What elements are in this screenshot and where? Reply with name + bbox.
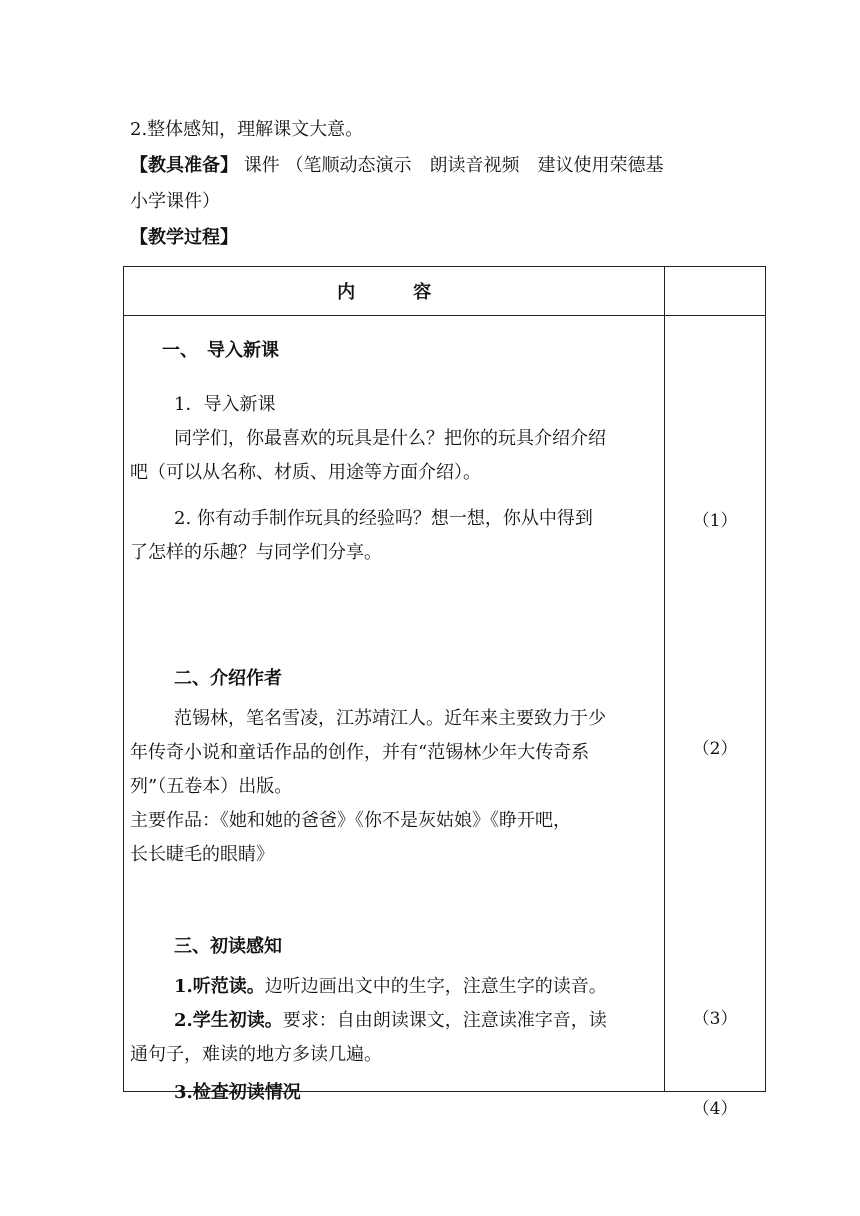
section-1-body [130, 388, 656, 570]
section-1-title: 一、 导入新课 [162, 340, 279, 361]
section-1-para2b: 了怎样的乐趣？与同学们分享。 [130, 542, 382, 563]
section-2-para-b: 年传奇小说和童话作品的创作，并有“范锡林少年大传奇系 [130, 742, 590, 763]
goal-2-line: 2.整体感知，理解课文大意。 [130, 119, 364, 140]
content-header: 内 容 [124, 267, 665, 316]
section-1-para2a: 2. 你有动手制作玩具的经验吗？想一想，你从中得到 [174, 508, 593, 529]
side-header [665, 267, 766, 316]
section-3 [130, 930, 656, 1110]
section-3-item2-label: 2.学生初读。 [174, 1010, 283, 1031]
section-2-title: 二、介绍作者 [174, 668, 282, 689]
section-2-para-a: 范锡林，笔名雪凌，江苏靖江人。近年来主要致力于少 [174, 708, 606, 729]
section-2-works-b: 长长睫毛的眼睛》 [130, 844, 274, 865]
side-marker-3: （3） [692, 1009, 738, 1029]
section-3-item1-label: 1.听范读。 [174, 976, 265, 997]
tools-label: 【教具准备】 [130, 155, 238, 176]
section-3-item2-b: 通句子，难读的地方多读几遍。 [130, 1044, 382, 1065]
section-1-item1: 1．导入新课 [174, 394, 276, 415]
tools-line-cont: 小学课件） [130, 191, 220, 212]
tools-text: 课件 （笔顺动态演示 朗读音视频 建议使用荣德基 [243, 155, 664, 176]
process-label: 【教学过程】 [130, 227, 238, 248]
side-cell [665, 316, 766, 1119]
table-header-row [124, 267, 766, 316]
section-1-para1a: 同学们，你最喜欢的玩具是什么？把你的玩具介绍介绍 [174, 428, 606, 449]
section-2 [130, 662, 656, 872]
side-marker-2: （2） [692, 739, 738, 759]
side-marker-4: （4） [692, 1099, 738, 1119]
section-1 [130, 334, 656, 368]
section-3-title: 三、初读感知 [174, 936, 282, 957]
section-3-item1-text: 边听边画出文中的生字，注意生字的读音。 [264, 976, 607, 997]
section-3-item2-text-a: 要求：自由朗读课文，注意读准字音，读 [282, 1010, 607, 1031]
section-2-para-c: 列”（五卷本）出版。 [130, 776, 293, 797]
side-marker-1: （1） [692, 511, 738, 531]
section-2-works-a: 主要作品：《她和她的爸爸》《你不是灰姑娘》《睁开吧， [130, 810, 571, 831]
lesson-table [123, 266, 766, 1119]
section-3-item1 [130, 970, 656, 1004]
intro-block [130, 112, 740, 256]
section-1-para1b: 吧（可以从名称、材质、用途等方面介绍）。 [130, 462, 481, 483]
section-3-item2 [130, 1004, 656, 1038]
tools-line [130, 148, 740, 184]
table-body-row [124, 316, 766, 1092]
section-3-item3: 3.检查初读情况 [174, 1082, 301, 1103]
content-cell [124, 316, 665, 1103]
